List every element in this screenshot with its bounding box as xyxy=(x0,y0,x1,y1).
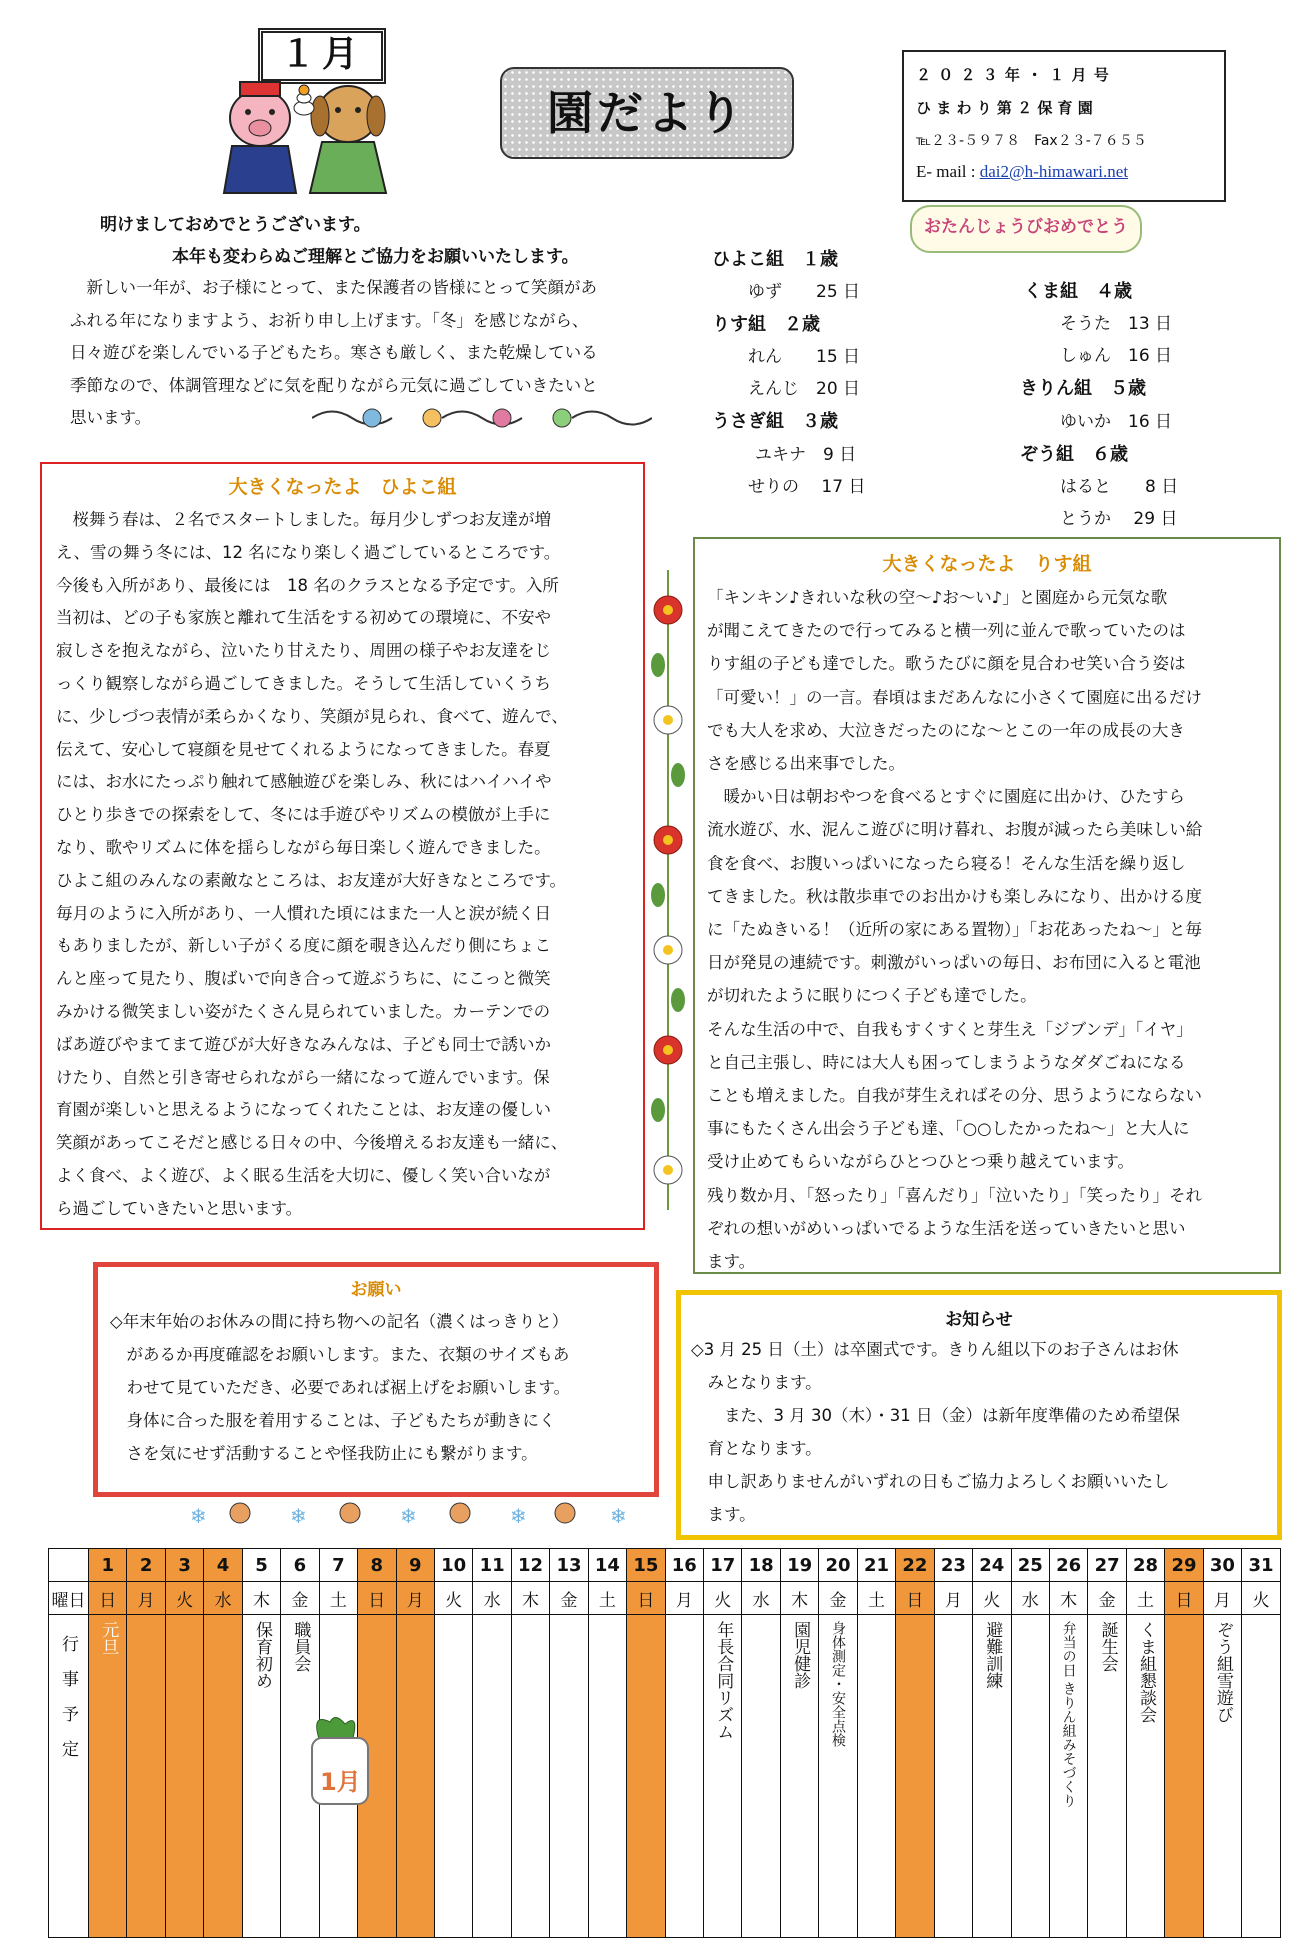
calendar-weekday: 日 xyxy=(358,1582,396,1615)
calendar-date: 10 xyxy=(434,1549,472,1582)
paragraph-line: さを感じる出来事でした。 xyxy=(707,754,905,774)
calendar-date: 21 xyxy=(857,1549,895,1582)
paragraph-line: 残り数か月、「怒ったり」「喜んだり」「泣いたり」「笑ったり」それ xyxy=(707,1185,1202,1205)
calendar-date: 29 xyxy=(1165,1549,1203,1582)
calendar-date: 28 xyxy=(1126,1549,1164,1582)
calendar-date: 16 xyxy=(665,1549,703,1582)
paragraph-line: でも大人を求め、大泣きだったのにな～とこの一年の成長の大き xyxy=(707,720,1185,740)
bday-entry: れん 15 日 xyxy=(748,347,861,367)
calendar-event-cell xyxy=(742,1615,780,1938)
calendar-weekday: 木 xyxy=(511,1582,549,1615)
request-body xyxy=(110,1305,646,1470)
calendar-event-cell xyxy=(1242,1615,1281,1938)
calendar-weekday: 木 xyxy=(242,1582,280,1615)
calendar-date: 19 xyxy=(780,1549,818,1582)
svg-text:❄: ❄ xyxy=(290,1504,307,1528)
greeting-text: ふれる年になりますよう、お祈り申し上げます。「冬」を感じながら、 xyxy=(70,310,589,330)
calendar-weekday: 月 xyxy=(396,1582,434,1615)
calendar-event-cell xyxy=(127,1615,165,1938)
spinning-top-decoration xyxy=(312,405,652,431)
calendar-event-cell xyxy=(1011,1615,1049,1938)
calendar-weekday: 水 xyxy=(1011,1582,1049,1615)
hiyoko-title: 大きくなったよ ひよこ組 xyxy=(228,476,457,498)
greeting-text: 日々遊びを楽しんでいる子どもたち。寒さも厳しく、また乾燥している xyxy=(70,343,598,362)
paragraph-line: 桜舞う春は、２名でスタートしました。毎月少しずつお友達が増 xyxy=(56,510,551,529)
paragraph-line: 笑顔があってこそだと感じる日々の中、今後増えるお友達も一緒に、 xyxy=(56,1133,568,1153)
weekday-label: 曜日 xyxy=(49,1582,89,1615)
paragraph-line: ことも増えました。自我が芽生えればその分、思うようにならない xyxy=(707,1086,1202,1106)
paragraph-line: 寂しさを抱えながら、泣いたり甘えたり、周囲の様子やお友達をじ xyxy=(56,641,551,661)
calendar-weekday: 金 xyxy=(550,1582,588,1615)
calendar-event-cell xyxy=(550,1615,588,1938)
paragraph-line: ひよこ組のみんなの素敵なところは、お友達が大好きなところです。 xyxy=(56,870,567,890)
calendar-event: くま組懇談会 xyxy=(1136,1621,1157,1723)
svg-text:❄: ❄ xyxy=(610,1504,627,1528)
paragraph-line: ら過ごしていきたいと思います。 xyxy=(56,1198,303,1218)
calendar-date: 12 xyxy=(511,1549,549,1582)
greeting-text: 思います。 xyxy=(70,408,152,427)
paragraph-line: 日が発見の連続です。刺激がいっぱいの毎日、お布団に入ると電池 xyxy=(707,953,1201,973)
calendar-date: 17 xyxy=(704,1549,742,1582)
calendar-event-cell xyxy=(165,1615,203,1938)
paragraph-line: 受け止めてもらいながらひとつひとつ乗り越えています。 xyxy=(707,1152,1135,1172)
calendar-weekday: 水 xyxy=(204,1582,242,1615)
calendar-event-cell xyxy=(780,1615,818,1938)
paragraph-line: 今後も入所があり、最後には 18 名のクラスとなる予定です。入所 xyxy=(56,575,559,595)
calendar-event-cell xyxy=(473,1615,511,1938)
paragraph-line: に、少しづつ表情が柔らかくなり、笑顔が見られ、食べて、遊んで、 xyxy=(56,706,568,726)
calendar-date: 6 xyxy=(281,1549,319,1582)
calendar-event-cell xyxy=(588,1615,626,1938)
bday-class-kuma: くま組 ４歳 xyxy=(1024,281,1132,302)
calendar-event: 年長合同リズム xyxy=(713,1621,734,1740)
calendar-date: 2 xyxy=(127,1549,165,1582)
risu-body xyxy=(707,581,1273,1278)
calendar-event-cell xyxy=(204,1615,242,1938)
paragraph-line: んと座って見たり、腹ばいで向き合って遊ぶうちに、にこっと微笑 xyxy=(56,969,551,989)
calendar-date: 24 xyxy=(973,1549,1011,1582)
paragraph-line: 事にもたくさん出会う子ども達、「○○したかったね～」と大人に xyxy=(707,1119,1190,1139)
calendar-event: 誕生会 xyxy=(1097,1621,1118,1672)
paragraph-line: てきました。秋は散歩車でのお出かけも楽しみになり、出かける度 xyxy=(707,886,1202,906)
month-badge xyxy=(290,1712,380,1808)
greeting-text: 季節なので、体調管理などに気を配りながら元気に過ごしていきたいと xyxy=(70,375,598,395)
calendar-event-cell xyxy=(89,1615,127,1938)
paragraph-line: そんな生活の中で、自我もすくすくと芽生え「ジブンデ」「イヤ」 xyxy=(707,1019,1193,1039)
calendar-event: 保育初め xyxy=(251,1621,272,1689)
notice-box xyxy=(676,1290,1282,1540)
paragraph-line: さを気にせず活動することや怪我防止にも繋がります。 xyxy=(110,1444,538,1463)
calendar-weekday: 木 xyxy=(780,1582,818,1615)
paragraph-line: 流水遊び、水、泥んこ遊びに明け暮れ、お腹が減ったら美味しい給 xyxy=(707,820,1203,840)
hiyoko-body xyxy=(56,504,636,1226)
calendar-date: 3 xyxy=(165,1549,203,1582)
risu-title: 大きくなったよ りす組 xyxy=(882,553,1092,575)
greeting-text: 新しい一年が、お子様にとって、また保護者の皆様にとって笑顔があ xyxy=(70,278,598,297)
paragraph-line: 申し訳ありませんがいずれの日もご協力よろしくお願いいたし xyxy=(691,1472,1170,1491)
paragraph-line: には、お水にたっぷり触れて感触遊びを楽しみ、秋にはハイハイや xyxy=(56,772,552,792)
request-box xyxy=(93,1262,659,1497)
calendar-event-cell xyxy=(1203,1615,1241,1938)
bday-entry: えんじ 20 日 xyxy=(748,379,861,399)
paragraph-line: ます。 xyxy=(691,1505,756,1524)
phone-fax: ℡２３-５９７８ Fax２３-７６５５ xyxy=(916,133,1147,149)
paragraph-line: 「可愛い！」の一言。春頃はまだあんなに小さくて園庭に出るだけ xyxy=(707,687,1202,707)
calendar-event: 弁当の日 きりん組みそづくり xyxy=(1060,1621,1077,1808)
bday-class-risu: りす組 ２歳 xyxy=(712,314,820,335)
calendar-weekday: 金 xyxy=(819,1582,857,1615)
calendar-date: 5 xyxy=(242,1549,280,1582)
paragraph-line: ひとり歩きでの探索をして、冬には手遊びやリズムの模倣が上手に xyxy=(56,805,551,825)
calendar-corner xyxy=(49,1549,89,1582)
calendar-weekday: 日 xyxy=(896,1582,934,1615)
request-title: お願い xyxy=(350,1280,402,1300)
bday-entry: せりの 17 日 xyxy=(748,477,866,497)
calendar-event: ぞう組雪遊び xyxy=(1212,1621,1233,1723)
month-sign: １月 xyxy=(258,28,386,84)
greeting-line-2: 本年も変わらぬご理解とご協力をお願いいたします。 xyxy=(172,247,579,267)
new-year-characters-illustration xyxy=(210,78,410,198)
calendar-weekday: 土 xyxy=(857,1582,895,1615)
svg-text:❄: ❄ xyxy=(190,1504,207,1528)
calendar-weekday: 火 xyxy=(1242,1582,1281,1615)
calendar-date: 26 xyxy=(1049,1549,1087,1582)
paragraph-line: え、雪の舞う冬には、12 名になり楽しく過ごしているところです。 xyxy=(56,542,561,562)
bday-class-usagi: うさぎ組 ３歳 xyxy=(712,411,838,432)
paragraph-line: 「キンキン♪きれいな秋の空～♪お～い♪」と園庭から元気な歌 xyxy=(707,588,1168,607)
calendar-date: 22 xyxy=(896,1549,934,1582)
risu-report-box xyxy=(693,537,1281,1274)
calendar-weekday: 土 xyxy=(588,1582,626,1615)
calendar-event: 職員会 xyxy=(290,1621,311,1672)
bday-entry: とうか 29 日 xyxy=(1060,509,1178,529)
school-info-box xyxy=(902,50,1226,202)
hiyoko-report-box xyxy=(40,462,645,1230)
calendar-event: 避難訓練 xyxy=(982,1621,1003,1689)
greeting-line-1: 明けましておめでとうございます。 xyxy=(100,215,371,235)
calendar-weekday: 月 xyxy=(934,1582,972,1615)
events-calendar xyxy=(48,1548,1281,1938)
month-badge-text: 1月 xyxy=(320,1768,361,1796)
calendar-event: 身体測定・安全点検 xyxy=(830,1621,847,1747)
paragraph-line: みとなります。 xyxy=(691,1373,822,1392)
calendar-weekday: 水 xyxy=(742,1582,780,1615)
paragraph-line: が切れたように眠りにつく子ども達でした。 xyxy=(707,986,1037,1006)
snow-kids-decoration xyxy=(190,1495,640,1535)
events-label-cell xyxy=(49,1615,89,1938)
calendar-weekday: 火 xyxy=(165,1582,203,1615)
calendar-weekday: 月 xyxy=(665,1582,703,1615)
paragraph-line: 育となります。 xyxy=(691,1439,822,1458)
paragraph-line: りす組の子ども達でした。歌うたびに顔を見合わせ笑い合う姿は xyxy=(707,654,1186,674)
calendar-event-cell xyxy=(857,1615,895,1938)
calendar-date: 14 xyxy=(588,1549,626,1582)
paragraph-line: ばあ遊びやまてまて遊びが大好きなみんなは、子ども同士で誘いか xyxy=(56,1034,551,1054)
notice-body xyxy=(691,1333,1267,1531)
calendar-date: 18 xyxy=(742,1549,780,1582)
paragraph-line: があるか再度確認をお願いします。また、衣類のサイズもあ xyxy=(110,1345,570,1364)
bday-entry: ゆいか 16 日 xyxy=(1060,412,1173,432)
calendar-weekday: 日 xyxy=(89,1582,127,1615)
paragraph-line: ◇年末年始のお休みの間に持ち物への記名（濃くはっきりと） xyxy=(110,1312,569,1331)
newsletter-title: 園だより xyxy=(500,67,794,159)
calendar-date: 9 xyxy=(396,1549,434,1582)
calendar-date: 23 xyxy=(934,1549,972,1582)
bday-class-kirin: きりん組 ５歳 xyxy=(1020,378,1146,399)
birthday-banner: おたんじょうびおめでとう xyxy=(910,205,1142,253)
calendar-weekday: 土 xyxy=(1126,1582,1164,1615)
paragraph-line: に「たぬきいる！（近所の家にある置物）」「お花あったね～」と毎 xyxy=(707,920,1202,940)
calendar-event-cell xyxy=(511,1615,549,1938)
events-label: 行事予定 xyxy=(58,1635,78,1775)
svg-text:❄: ❄ xyxy=(510,1504,527,1528)
paragraph-line: よく食べ、よく遊び、よく眠る生活を大切に、優しく笑い合いなが xyxy=(56,1165,551,1185)
bday-entry: ユキナ 9 日 xyxy=(755,445,857,465)
paragraph-line: 食を食べ、お腹いっぱいになったら寝る！そんな生活を繰り返し xyxy=(707,853,1186,873)
paragraph-line: なり、歌やリズムに体を揺らしながら毎日楽しく遊んできました。 xyxy=(56,837,551,857)
paragraph-line: が聞こえてきたので行ってみると横一列に並んで歌っていたのは xyxy=(707,621,1186,641)
calendar-event-cell xyxy=(973,1615,1011,1938)
paragraph-line: ぞれの想いがめいっぱいでるような生活を送っていきたいと思い xyxy=(707,1218,1186,1238)
paragraph-line: わせて見ていただき、必要であれば裾上げをお願いします。 xyxy=(110,1378,571,1397)
paragraph-line: もありましたが、新しい子がくる度に顔を覗き込んだり側にちょこ xyxy=(56,936,551,956)
paragraph-line: また、3 月 30（木）・31 日（金）は新年度準備のため希望保 xyxy=(691,1406,1180,1425)
calendar-weekday: 土 xyxy=(319,1582,357,1615)
bday-class-hiyoko: ひよこ組 １歳 xyxy=(712,249,838,270)
paragraph-line: ◇3 月 25 日（土）は卒園式です。きりん組以下のお子さんはお休 xyxy=(691,1340,1179,1359)
calendar-date: 25 xyxy=(1011,1549,1049,1582)
calendar-weekday: 火 xyxy=(704,1582,742,1615)
calendar-event-cell xyxy=(704,1615,742,1938)
paragraph-line: みかける微笑ましい姿がたくさん見られていました。カーテンでの xyxy=(56,1001,551,1021)
calendar-event-cell xyxy=(434,1615,472,1938)
calendar-event-cell xyxy=(1049,1615,1087,1938)
calendar-event-cell xyxy=(1088,1615,1126,1938)
calendar-weekday: 金 xyxy=(1088,1582,1126,1615)
calendar-event-cell xyxy=(627,1615,665,1938)
calendar-weekday: 火 xyxy=(973,1582,1011,1615)
paragraph-line: 暖かい日は朝おやつを食べるとすぐに園庭に出かけ、ひたすら xyxy=(707,787,1185,807)
issue-line: ２ ０ ２ ３ 年 ・ １ 月 号 xyxy=(916,66,1110,84)
paragraph-line: 伝えて、安心して寝顔を見せてくれるようになってきました。春夏 xyxy=(56,739,551,759)
calendar-weekday: 水 xyxy=(473,1582,511,1615)
calendar-weekday: 火 xyxy=(434,1582,472,1615)
calendar-date: 31 xyxy=(1242,1549,1281,1582)
school-name: ひ ま わ り 第 ２ 保 育 園 xyxy=(916,99,1093,117)
paragraph-line: と自己主張し、時には大人も困ってしまうようなダダごねになる xyxy=(707,1052,1186,1072)
calendar-date: 8 xyxy=(358,1549,396,1582)
calendar-event-cell xyxy=(396,1615,434,1938)
calendar-event-cell xyxy=(1126,1615,1164,1938)
camellia-vine-decoration xyxy=(648,570,688,1210)
calendar-date: 13 xyxy=(550,1549,588,1582)
calendar-date: 7 xyxy=(319,1549,357,1582)
calendar-date: 4 xyxy=(204,1549,242,1582)
calendar-date: 11 xyxy=(473,1549,511,1582)
calendar-event-cell xyxy=(896,1615,934,1938)
paragraph-line: 育園が楽しいと思えるようになってくれたことは、お友達の優しい xyxy=(56,1100,551,1120)
calendar-date: 30 xyxy=(1203,1549,1241,1582)
calendar-event-cell xyxy=(665,1615,703,1938)
bday-entry: はると 8 日 xyxy=(1060,477,1179,497)
email-label: E- mail : xyxy=(916,162,980,181)
calendar-weekday: 月 xyxy=(127,1582,165,1615)
paragraph-line: 当初は、どの子も家族と離れて生活をする初めての環境に、不安や xyxy=(56,608,551,628)
calendar-weekday: 木 xyxy=(1049,1582,1087,1615)
bday-entry: そうた 13 日 xyxy=(1060,314,1173,334)
calendar-date: 27 xyxy=(1088,1549,1126,1582)
calendar-date: 20 xyxy=(819,1549,857,1582)
notice-title: お知らせ xyxy=(945,1310,1013,1330)
calendar-event-cell xyxy=(1165,1615,1203,1938)
paragraph-line: 身体に合った服を着用することは、子どもたちが動きにく xyxy=(110,1411,556,1430)
svg-text:❄: ❄ xyxy=(400,1504,417,1528)
calendar-event-cell xyxy=(242,1615,280,1938)
calendar-weekday: 月 xyxy=(1203,1582,1241,1615)
calendar-date: 15 xyxy=(627,1549,665,1582)
calendar-event-cell xyxy=(934,1615,972,1938)
calendar-event: 元旦 xyxy=(98,1621,119,1655)
calendar-weekday: 日 xyxy=(627,1582,665,1615)
paragraph-line: ます。 xyxy=(707,1252,756,1272)
calendar-date: 1 xyxy=(89,1549,127,1582)
bday-class-zou: ぞう組 ６歳 xyxy=(1020,444,1128,465)
calendar-event-cell xyxy=(819,1615,857,1938)
calendar-event: 園児健診 xyxy=(790,1621,811,1689)
bday-entry: しゅん 16 日 xyxy=(1060,346,1173,366)
paragraph-line: 毎月のように入所があり、一人慣れた頃にはまた一人と涙が続く日 xyxy=(56,903,551,923)
calendar-weekday: 金 xyxy=(281,1582,319,1615)
paragraph-line: っくり観察しながら過ごしてきました。そうして生活していくうち xyxy=(56,673,551,693)
email-line xyxy=(916,162,1128,182)
calendar-weekday: 日 xyxy=(1165,1582,1203,1615)
email-link[interactable]: dai2@h-himawari.net xyxy=(979,162,1129,181)
paragraph-line: けたり、自然と引き寄せられながら一緒になって遊んでいます。保 xyxy=(56,1067,550,1087)
bday-entry: ゆず 25 日 xyxy=(748,282,861,302)
